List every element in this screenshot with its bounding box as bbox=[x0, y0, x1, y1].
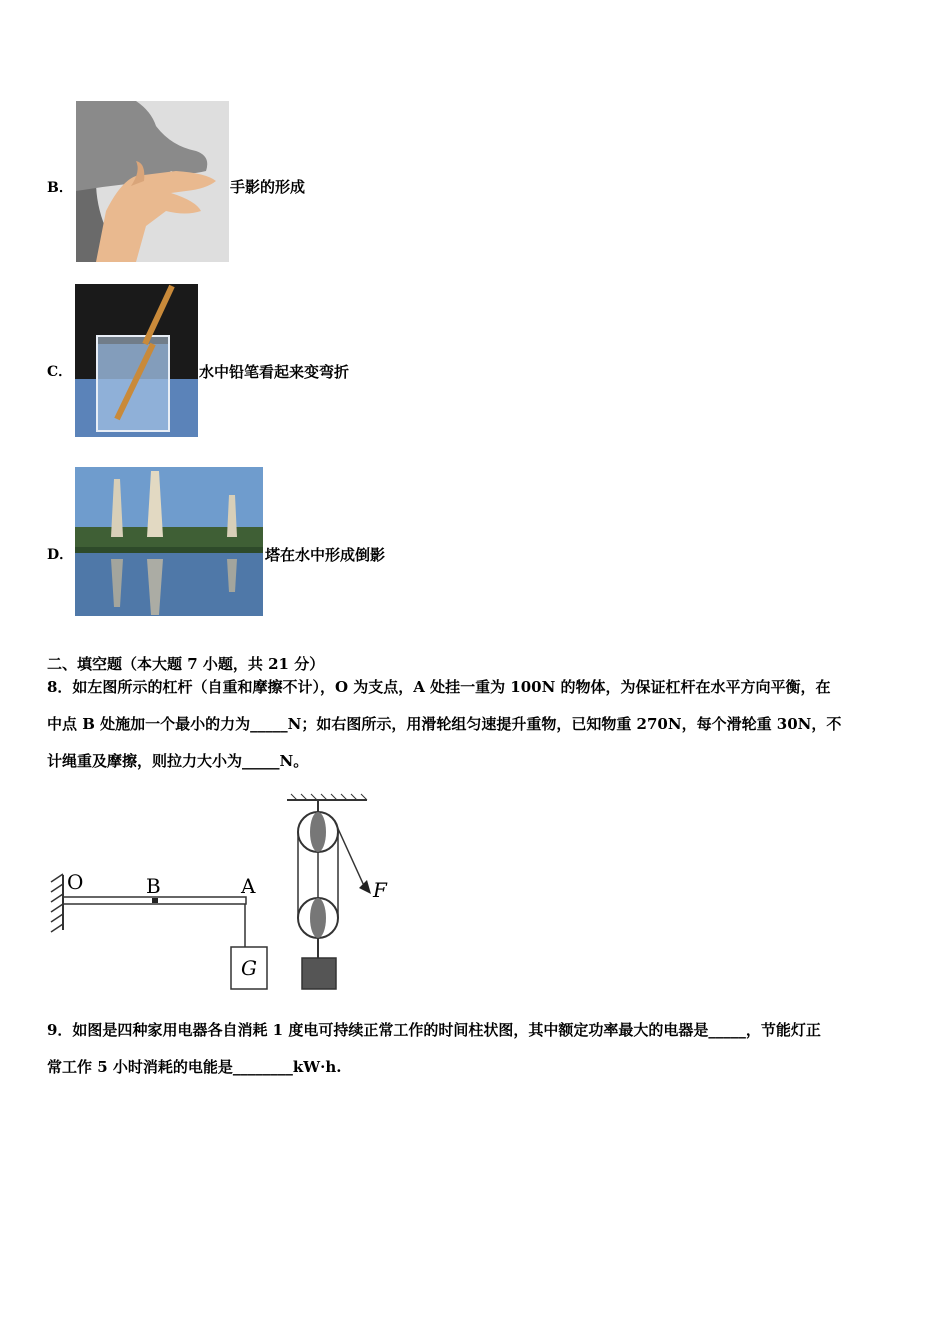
option-c-text: 水中铅笔看起来变弯折 bbox=[199, 363, 350, 381]
question-8-line-2: 中点 B 处施加一个最小的力为_____N；如右图所示，用滑轮组匀速提升重物，已知物重 270N，每个滑轮重 30N，不 bbox=[47, 715, 842, 733]
label-g: G bbox=[241, 956, 257, 980]
question-9-line-2: 常工作 5 小时消耗的电能是________kW·h. bbox=[47, 1058, 342, 1076]
question-8-line-3: 计绳重及摩擦，则拉力大小为_____N。 bbox=[47, 752, 309, 770]
question-8 bbox=[47, 669, 903, 780]
option-d-letter: D． bbox=[47, 547, 74, 563]
question-9 bbox=[47, 1012, 903, 1086]
option-c-letter: C． bbox=[47, 364, 73, 380]
option-b-letter: B． bbox=[47, 180, 73, 196]
label-f: F bbox=[373, 878, 387, 902]
label-o: O bbox=[67, 870, 84, 894]
option-b-text: 手影的形成 bbox=[230, 178, 306, 196]
option-d-text: 塔在水中形成倒影 bbox=[265, 546, 386, 564]
lever-pulley-figure bbox=[45, 790, 405, 995]
pencil-in-water-photo-icon bbox=[75, 284, 198, 437]
label-b: B bbox=[146, 874, 161, 898]
question-9-line-1: 9．如图是四种家用电器各自消耗 1 度电可持续正常工作的时间柱状图，其中额定功率最大的电器是_____，节能灯正 bbox=[47, 1021, 821, 1039]
label-a: A bbox=[241, 874, 256, 898]
question-8-line-1: 8．如左图所示的杠杆（自重和摩擦不计），O 为支点，A 处挂一重为 100N 的物体，为保证杠杆在水平方向平衡，在 bbox=[47, 678, 831, 696]
hand-shadow-photo-icon bbox=[76, 101, 229, 262]
pagoda-reflection-photo-icon bbox=[75, 467, 263, 616]
section-title: 二、填空题（本大题 7 小题，共 21 分） bbox=[47, 655, 325, 673]
